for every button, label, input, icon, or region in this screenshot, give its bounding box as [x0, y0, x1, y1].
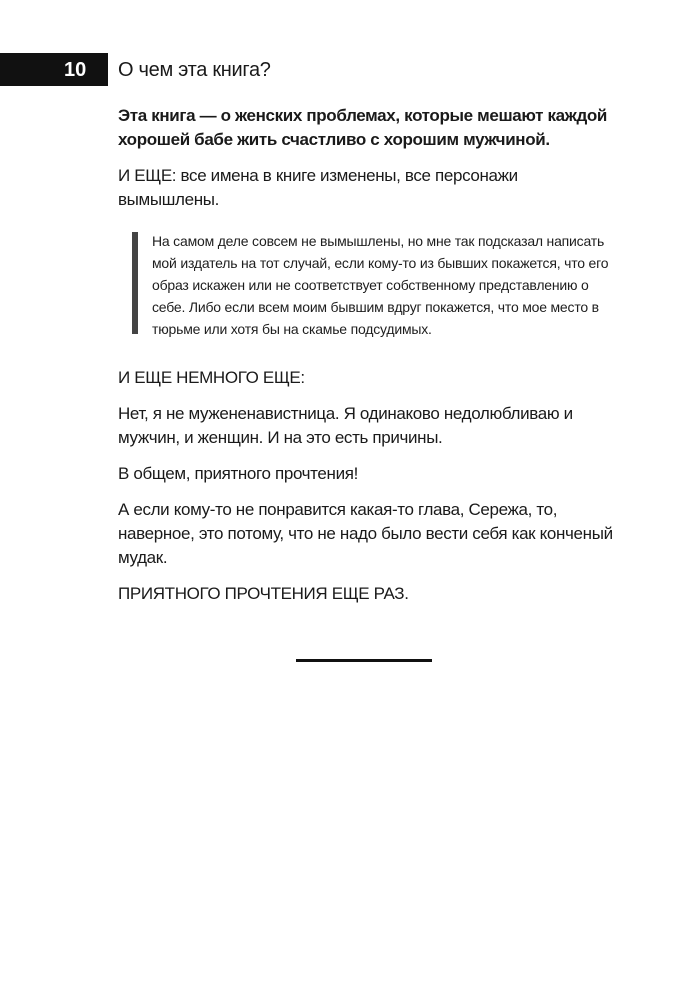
paragraph-misandry: Нет, я не мужененавистница. Я одинаково недолюбливаю и мужчин, и женщин. И на это есть причины. — [118, 404, 573, 447]
lead-paragraph: Эта книга — о женских проблемах, которые мешают каждой хорошей бабе жить счастливо с хорошим мужчиной. — [118, 106, 608, 149]
paragraph-names-changed: И ЕЩЕ: все имена в книге изменены, все персонажи вымышлены. — [118, 166, 518, 209]
side-note-bar — [132, 232, 138, 334]
paragraph-enjoy: В общем, приятного прочтения! — [118, 464, 358, 483]
paragraph-enjoy-again: ПРИЯТНОГО ПРОЧТЕНИЯ ЕЩЕ РАЗ. — [118, 584, 409, 603]
paragraph-more: И ЕЩЕ НЕМНОГО ЕЩЕ: — [118, 368, 305, 387]
side-note — [132, 230, 618, 340]
running-title: О чем эта книга? — [118, 59, 271, 81]
paragraph-seryozha: А если кому-то не понравится какая-то глава, Сережа, то, наверное, это потому, что не надо было вести себя как конченый мудак. — [118, 500, 613, 567]
side-note-text: На самом деле совсем не вымышлены, но мне так подсказал написать мой издатель на тот случай, если кому-то из бывших покажется, что его образ искажен или не соответствует собственному представлению о себе. Либо если всем моим бывшим вдруг покажется, что мое место в тюрьме или хотя бы на скамье подсудимых. — [152, 233, 609, 337]
page-content — [118, 104, 618, 618]
page-number: 10 — [64, 59, 87, 81]
section-end-rule — [296, 659, 432, 662]
